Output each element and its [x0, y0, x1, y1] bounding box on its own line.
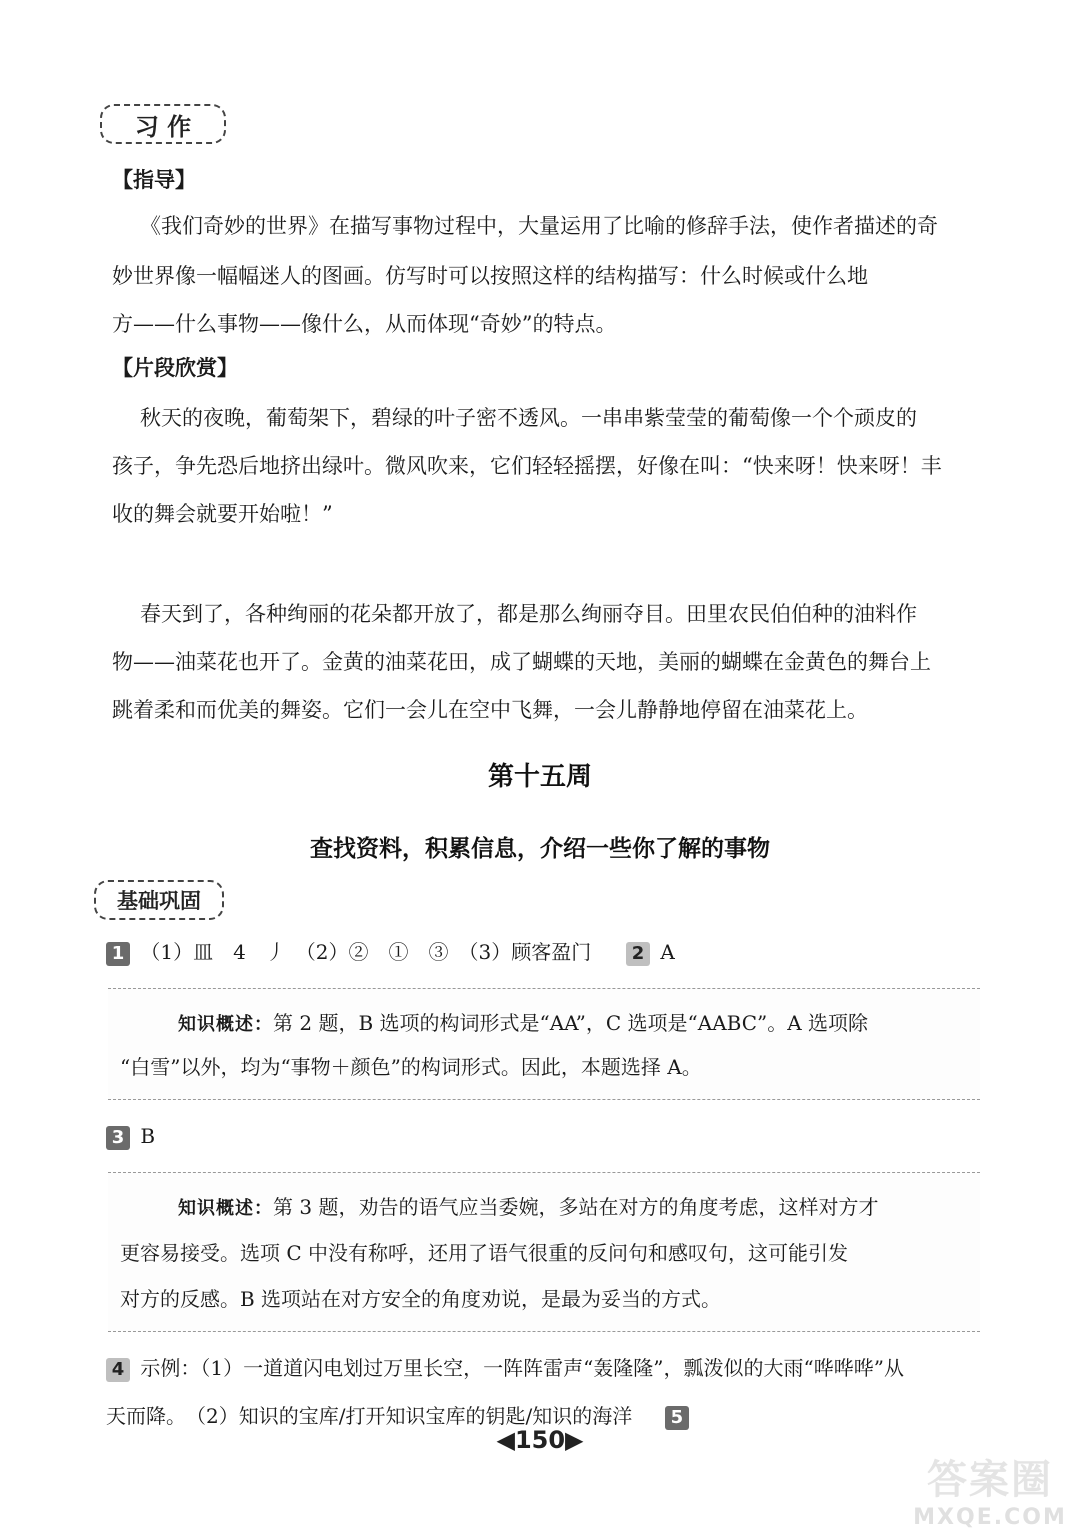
writing-section-tag: [100, 104, 226, 144]
question-4-answer-line-2: 天而降。 （2）知识的宝库/打开知识宝库的钥匙/知识的海洋: [106, 1404, 633, 1428]
note-1-label: 知识概述：: [178, 1014, 273, 1035]
basic-section-tag: [94, 880, 224, 920]
question-3-answer: B: [140, 1124, 156, 1148]
watermark-logo: [905, 1448, 1075, 1532]
question-5-number: 5: [665, 1406, 689, 1430]
excerpt1-line-3: 收的舞会就要开始啦！”: [112, 502, 333, 526]
note-2-text-1: 第 3 题，劝告的语气应当委婉，多站在对方的角度考虑，这样对方才: [273, 1195, 879, 1219]
answer-row-4: [106, 1353, 904, 1383]
question-3-number: 3: [106, 1126, 130, 1150]
excerpt2-line-3: 跳着柔和而优美的舞姿。它们一会儿在空中飞舞，一会儿静静地停留在油菜花上。: [112, 698, 868, 722]
page-number-value: 150: [514, 1426, 566, 1454]
guide-line-1: 《我们奇妙的世界》在描写事物过程中，大量运用了比喻的修辞手法，使作者描述的奇: [140, 214, 938, 238]
watermark-bottom-text: MXQE.COM: [913, 1505, 1067, 1530]
question-1-answer: （1）皿 4 丿 （2）② ① ③ （3）顾客盈门: [140, 940, 592, 964]
knowledge-note-2: [108, 1172, 980, 1332]
excerpt-heading: 【片段欣赏】: [112, 356, 238, 380]
excerpt2-line-2: 物——油菜花也开了。金黄的油菜花田，成了蝴蝶的天地，美丽的蝴蝶在金黄色的舞台上: [112, 650, 931, 674]
question-4-answer-line-1: 示例：（1）一道道闪电划过万里长空，一阵阵雷声“轰隆隆”，瓢泼似的大雨“哗哗哗”从: [140, 1356, 904, 1380]
answer-row-1: [106, 937, 675, 967]
guide-line-3: 方——什么事物——像什么，从而体现“奇妙”的特点。: [112, 312, 617, 336]
question-1-number: 1: [106, 942, 130, 966]
note-2-line-1: [178, 1191, 878, 1220]
excerpt2-line-1: 春天到了，各种绚丽的花朵都开放了，都是那么绚丽夺目。田里农民伯伯种的油料作: [140, 602, 917, 626]
watermark-top-text: 答案圈: [927, 1457, 1053, 1503]
note-2-line-3: 对方的反感。B 选项站在对方安全的角度劝说，是最为妥当的方式。: [120, 1287, 722, 1311]
knowledge-note-1: [108, 988, 980, 1100]
question-2-number: 2: [626, 942, 650, 966]
excerpt1-line-2: 孩子，争先恐后地挤出绿叶。微风吹来，它们轻轻摇摆，好像在叫：“快来呀！快来呀！丰: [112, 454, 942, 478]
question-4-number: 4: [106, 1358, 130, 1382]
basic-section-tag-label: 基础巩固: [117, 889, 201, 913]
page-prev-arrow-icon: ◀: [496, 1426, 515, 1454]
excerpt1-line-1: 秋天的夜晚，葡萄架下，碧绿的叶子密不透风。一串串紫莹莹的葡萄像一个个顽皮的: [140, 406, 917, 430]
week-subtitle: 查找资料，积累信息，介绍一些你了解的事物: [310, 836, 770, 862]
note-1-line-1: [178, 1007, 868, 1036]
note-2-line-2: 更容易接受。选项 C 中没有称呼，还用了语气很重的反问句和感叹句，这可能引发: [120, 1241, 849, 1265]
question-2-answer: A: [660, 940, 675, 964]
writing-section-tag-label: 习 作: [134, 112, 192, 141]
note-1-text-1: 第 2 题，B 选项的构词形式是“AA”，C 选项是“AABC”。A 选项除: [273, 1011, 869, 1035]
week-title: 第十五周: [487, 762, 592, 792]
guide-heading: 【指导】: [112, 168, 196, 192]
note-1-line-2: “白雪”以外，均为“事物＋颜色”的构词形式。因此，本题选择 A。: [120, 1055, 702, 1079]
page-next-arrow-icon: ▶: [565, 1426, 584, 1454]
note-2-label: 知识概述：: [178, 1198, 273, 1219]
answer-row-3: [106, 1121, 155, 1151]
guide-line-2: 妙世界像一幅幅迷人的图画。仿写时可以按照这样的结构描写：什么时候或什么地: [112, 264, 868, 288]
